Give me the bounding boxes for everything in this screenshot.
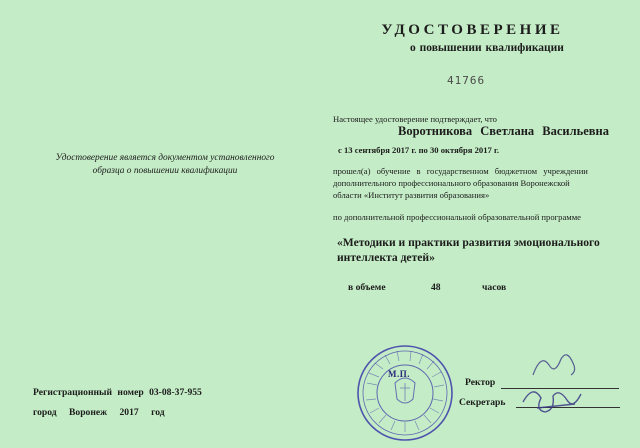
education-line-3: области «Институт развития образования» bbox=[333, 190, 490, 200]
certificate-title: УДОСТОВЕРЕНИЕ bbox=[381, 22, 564, 38]
volume-label: в объеме bbox=[348, 282, 386, 293]
certificate-subtitle: о повышении квалификации bbox=[410, 42, 564, 54]
recipient-name: Воротникова Светлана Васильевна bbox=[398, 124, 609, 138]
rector-signature bbox=[527, 345, 582, 385]
certificate-number: 41766 bbox=[447, 74, 486, 87]
secretary-signature bbox=[515, 380, 590, 420]
document-status-note: Удостоверение является документом установленного образца о повышении квалификации bbox=[55, 153, 275, 176]
rector-label: Ректор bbox=[465, 377, 496, 388]
education-line-1: прошел(а) обучение в государственном бюджетном учреждении bbox=[333, 166, 588, 176]
registration-number: Регистрационный номер 03-08-37-955 bbox=[33, 387, 202, 398]
education-line-2: дополнительного профессионального образования Воронежской bbox=[333, 178, 570, 188]
intro-text: Настоящее удостоверение подтверждает, что bbox=[333, 114, 497, 124]
city-year: город Воронеж 2017 год bbox=[33, 407, 165, 418]
hours-unit: часов bbox=[482, 282, 507, 293]
hours-value: 48 bbox=[431, 282, 441, 293]
program-label: по дополнительной профессиональной образовательной программе bbox=[333, 212, 581, 222]
secretary-label: Секретарь bbox=[459, 397, 506, 408]
program-name: «Методики и практики развития эмоционального интеллекта детей» bbox=[337, 236, 600, 264]
training-dates: с 13 сентября 2017 г. по 30 октября 2017 г. bbox=[338, 145, 500, 155]
official-seal bbox=[355, 343, 455, 443]
seal-mark: М.П. bbox=[388, 369, 410, 379]
